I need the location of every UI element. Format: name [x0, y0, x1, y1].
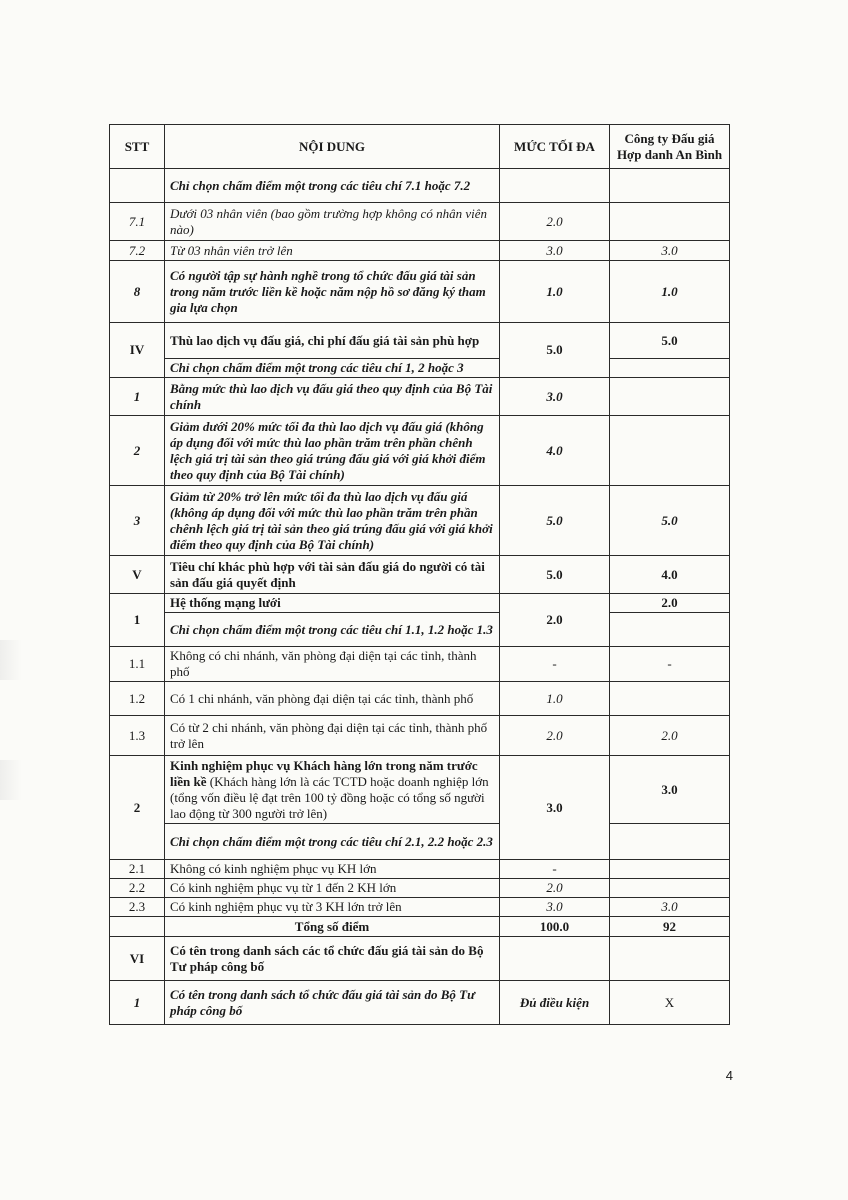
cell-stt: IV — [110, 323, 165, 378]
cell-score: 3.0 — [610, 241, 730, 261]
table-row — [110, 378, 730, 416]
cell-score: 2.0 — [610, 594, 730, 613]
cell-score — [610, 879, 730, 898]
cell-max — [500, 937, 610, 981]
cell-max: - — [500, 647, 610, 682]
table-row — [110, 981, 730, 1025]
cell-score: - — [610, 647, 730, 682]
cell-stt: 1 — [110, 981, 165, 1025]
cell-content-note: Chỉ chọn chấm điểm một trong các tiêu chí 1, 2 hoặc 3 — [165, 359, 500, 378]
cell-content: Có kinh nghiệm phục vụ từ 1 đến 2 KH lớn — [165, 879, 500, 898]
cell-score: 3.0 — [610, 898, 730, 917]
table-row — [110, 682, 730, 716]
cell-max: 5.0 — [500, 556, 610, 594]
cell-score: 4.0 — [610, 556, 730, 594]
cell-max: 2.0 — [500, 594, 610, 647]
cell-score — [610, 860, 730, 879]
cell-score — [610, 682, 730, 716]
cell-content: Có từ 2 chi nhánh, văn phòng đại diện tại các tỉnh, thành phố trở lên — [165, 716, 500, 756]
table-row — [110, 486, 730, 556]
scoring-table — [109, 124, 730, 1025]
cell-max: 1.0 — [500, 261, 610, 323]
cell-stt: 1 — [110, 594, 165, 647]
cell-score — [610, 937, 730, 981]
cell-max: - — [500, 860, 610, 879]
total-max: 100.0 — [500, 917, 610, 937]
table-row — [110, 556, 730, 594]
header-cong-ty: Công ty Đấu giá Hợp danh An Bình — [610, 125, 730, 169]
cell-max: Đủ điều kiện — [500, 981, 610, 1025]
table-row — [110, 241, 730, 261]
cell-content: Có 1 chi nhánh, văn phòng đại diện tại các tỉnh, thành phố — [165, 682, 500, 716]
cell-stt: 8 — [110, 261, 165, 323]
cell-content: Giảm dưới 20% mức tối đa thù lao dịch vụ đấu giá (không áp dụng đối với mức thù lao phần trăm trên phần chênh lệch giá trị tài sản theo giá trúng đấu giá với giá khởi điểm theo quy định của Bộ Tài chính) — [165, 416, 500, 486]
cell-score: 3.0 — [610, 756, 730, 824]
cell-content: Giảm từ 20% trở lên mức tối đa thù lao dịch vụ đấu giá (không áp dụng đối với mức thù lao phần trăm trên phần chênh lệch giá trị tài sản theo giá trúng đấu giá với giá khởi điểm theo quy định của Bộ Tài chính) — [165, 486, 500, 556]
cell-score — [610, 169, 730, 203]
cell-content: Không có kinh nghiệm phục vụ KH lớn — [165, 860, 500, 879]
table-row — [110, 594, 730, 613]
cell-stt — [110, 169, 165, 203]
header-noi-dung: NỘI DUNG — [165, 125, 500, 169]
cell-content: Bằng mức thù lao dịch vụ đấu giá theo quy định của Bộ Tài chính — [165, 378, 500, 416]
cell-max: 3.0 — [500, 898, 610, 917]
cell-score — [610, 416, 730, 486]
header-row — [110, 125, 730, 169]
cell-score-empty — [610, 613, 730, 647]
cell-score: 5.0 — [610, 486, 730, 556]
header-muc-toi-da: MỨC TỐI ĐA — [500, 125, 610, 169]
cell-stt: VI — [110, 937, 165, 981]
table-row — [110, 756, 730, 824]
cell-score: 1.0 — [610, 261, 730, 323]
paper-stain — [0, 640, 22, 680]
table-row — [110, 860, 730, 879]
cell-stt: 2 — [110, 416, 165, 486]
cell-content-note: Chỉ chọn chấm điểm một trong các tiêu chí 2.1, 2.2 hoặc 2.3 — [165, 824, 500, 860]
cell-content: Có người tập sự hành nghề trong tổ chức đấu giá tài sản trong năm trước liền kề hoặc năm nộp hồ sơ đăng ký tham gia lựa chọn — [165, 261, 500, 323]
cell-stt: 1 — [110, 378, 165, 416]
cell-content: Có kinh nghiệm phục vụ từ 3 KH lớn trở lên — [165, 898, 500, 917]
cell-score-empty — [610, 359, 730, 378]
table-row — [110, 937, 730, 981]
cell-stt: 2.1 — [110, 860, 165, 879]
cell-stt: 2 — [110, 756, 165, 860]
cell-content-note: Chỉ chọn chấm điểm một trong các tiêu chí 1.1, 1.2 hoặc 1.3 — [165, 613, 500, 647]
cell-max: 2.0 — [500, 716, 610, 756]
cell-score-empty — [610, 824, 730, 860]
cell-stt: 1.3 — [110, 716, 165, 756]
paper-stain — [0, 760, 22, 800]
cell-content: Thù lao dịch vụ đấu giá, chi phí đấu giá tài sản phù hợp — [165, 323, 500, 359]
table-row — [110, 169, 730, 203]
table-row — [110, 716, 730, 756]
cell-stt: 2.3 — [110, 898, 165, 917]
cell-max: 4.0 — [500, 416, 610, 486]
total-score: 92 — [610, 917, 730, 937]
table-row — [110, 359, 730, 378]
cell-max: 2.0 — [500, 879, 610, 898]
total-label: Tổng số điểm — [165, 917, 500, 937]
cell-content: Tiêu chí khác phù hợp với tài sản đấu giá do người có tài sản đấu giá quyết định — [165, 556, 500, 594]
table-row — [110, 824, 730, 860]
cell-content: Hệ thống mạng lưới — [165, 594, 500, 613]
cell-content: Từ 03 nhân viên trở lên — [165, 241, 500, 261]
cell-content: Không có chi nhánh, văn phòng đại diện tại các tỉnh, thành phố — [165, 647, 500, 682]
table-row — [110, 203, 730, 241]
cell-stt: 1.2 — [110, 682, 165, 716]
cell-stt: V — [110, 556, 165, 594]
cell-score — [610, 203, 730, 241]
table-row — [110, 261, 730, 323]
page-number: 4 — [725, 1068, 733, 1083]
cell-stt: 7.2 — [110, 241, 165, 261]
table-row — [110, 323, 730, 359]
cell-max: 3.0 — [500, 756, 610, 860]
cell-max — [500, 169, 610, 203]
cell-stt: 2.2 — [110, 879, 165, 898]
total-row — [110, 917, 730, 937]
cell-content: Chỉ chọn chấm điểm một trong các tiêu chí 7.1 hoặc 7.2 — [165, 169, 500, 203]
cell-content — [165, 756, 500, 824]
cell-max: 5.0 — [500, 486, 610, 556]
cell-score: 2.0 — [610, 716, 730, 756]
header-stt: STT — [110, 125, 165, 169]
cell-content-rest: (Khách hàng lớn là các TCTD hoặc doanh nghiệp lớn (tổng vốn điều lệ đạt trên 100 tỷ đồng hoặc có tổng số người lao động từ 300 người trở lên) — [170, 773, 489, 821]
cell-stt: 1.1 — [110, 647, 165, 682]
table-row — [110, 647, 730, 682]
cell-max: 2.0 — [500, 203, 610, 241]
cell-stt: 3 — [110, 486, 165, 556]
table-row — [110, 898, 730, 917]
cell-stt: 7.1 — [110, 203, 165, 241]
cell-max: 1.0 — [500, 682, 610, 716]
cell-content: Có tên trong danh sách các tổ chức đấu giá tài sản do Bộ Tư pháp công bố — [165, 937, 500, 981]
cell-content-bold: Kinh nghiệm phục vụ Khách hàng lớn trong năm trước liền kề — [170, 757, 478, 789]
table-row — [110, 879, 730, 898]
cell-score: X — [610, 981, 730, 1025]
cell-max: 3.0 — [500, 241, 610, 261]
cell-score — [610, 378, 730, 416]
table-row — [110, 416, 730, 486]
cell-content: Có tên trong danh sách tổ chức đấu giá tài sản do Bộ Tư pháp công bố — [165, 981, 500, 1025]
cell-max: 5.0 — [500, 323, 610, 378]
cell-max: 3.0 — [500, 378, 610, 416]
cell-content: Dưới 03 nhân viên (bao gồm trường hợp không có nhân viên nào) — [165, 203, 500, 241]
table-row — [110, 613, 730, 647]
cell-score: 5.0 — [610, 323, 730, 359]
cell-stt — [110, 917, 165, 937]
